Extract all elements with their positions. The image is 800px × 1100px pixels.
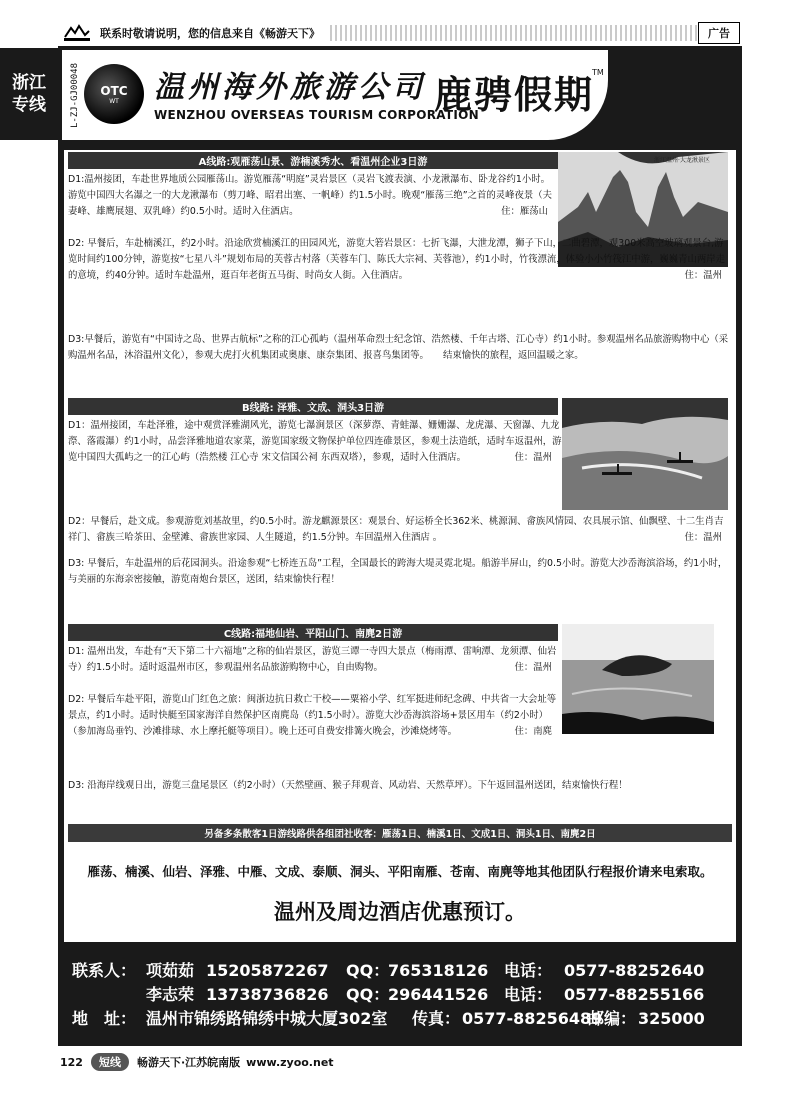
route-c-title: C线路:福地仙岩、平阳山门、南麂2日游	[68, 624, 558, 641]
publication-logo-icon	[60, 21, 94, 45]
otc-logo-icon	[84, 64, 144, 124]
route-b-title: B线路: 泽雅、文成、洞头3日游	[68, 398, 558, 415]
route-c-day2	[68, 692, 562, 740]
address-value: 温州市锦绣路锦绣中城大厦302室	[146, 1009, 388, 1028]
route-c-day3	[68, 778, 732, 794]
route-a-day1-stay: 住：雁荡山	[501, 206, 548, 217]
contact-name-1: 项茹茹	[146, 961, 195, 980]
route-c-day1-text: D1: 温州出发，车赴有“天下第二十六福地”之称的仙岩景区，游览三谭一寺四大景点（梅雨潭、雷响潭、龙须潭、仙岩寺）约1.5小时。适时返温州市区，参观温州名品旅游购物中心，自由购物。	[68, 646, 557, 673]
decorative-fade	[330, 25, 698, 41]
route-b-photo	[562, 398, 728, 510]
contact-mobile-2: 13738736826	[206, 985, 329, 1004]
page-footer	[60, 1052, 740, 1072]
zip-label: 邮编：	[588, 1009, 637, 1028]
contact-tel-1: 0577-88252640	[564, 961, 705, 980]
route-a-day2	[68, 236, 732, 284]
company-name-cn: 温州海外旅游公司	[154, 70, 426, 105]
route-c-day1-stay: 住：温州	[514, 662, 552, 673]
route-a-photo-caption: 浙江温州·大龙湫景区	[654, 157, 710, 164]
company-header	[62, 50, 608, 140]
section-pill: 短线	[91, 1053, 129, 1071]
trademark: TM	[592, 68, 604, 77]
route-b-day2-stay: 住：温州	[684, 532, 722, 543]
ad-tag: 广告	[698, 22, 740, 44]
route-a-day2-text: D2: 早餐后，车赴楠溪江，约2小时。沿途欣赏楠溪江的田园风光，游览大箬岩景区：七折飞瀑，大泄龙潭，狮子下山，二曲碧潭，观300米高空玻璃观景台,游览时间约100分钟，游览按“七星八斗”规划布局的芙蓉古村落（芙蓉车门、陈氏大宗祠、芙蓉池），约1小时，竹筏漂流，体验小小竹筏江中游，巍巍青山两岸走的意境，约40分钟。适时车赴温州，逛百年老街五马街、时尚女人街。入住酒店。	[68, 238, 726, 281]
contact-row-2	[72, 982, 704, 1005]
contact-notice: 联系时敬请说明，您的信息来自《畅游天下》	[100, 27, 320, 40]
fax-label: 传真：	[412, 1009, 461, 1028]
address-label: 地 址：	[72, 1009, 137, 1028]
route-b-day3-text: D3: 早餐后，车赴温州的后花园洞头。沿途参观“七桥连五岛”工程，全国最长的跨海大堤灵霓北堤。船游半屏山，约0.5小时。游览大沙岙海滨浴场，约1小时，与美丽的东海亲密接触，游览南炮台景区，送团，结束愉快行程！	[68, 558, 728, 585]
route-a-title: A线路:观雁荡山景、游楠溪秀水、看温州企业3日游	[68, 152, 558, 169]
contact-row-1	[72, 958, 704, 981]
tel-label-2: 电话：	[504, 985, 553, 1004]
brand-name: 鹿骋假期	[434, 72, 595, 117]
contact-qq-2: 296441526	[388, 985, 489, 1004]
qq-label-1: QQ：	[346, 961, 390, 980]
route-b-day1-stay: 住：温州	[514, 452, 552, 463]
publication-name: 畅游天下·江苏皖南版	[136, 1056, 241, 1069]
contact-qq-1: 765318126	[388, 961, 489, 980]
side-tab-line1: 浙江	[12, 73, 46, 93]
contact-tel-2: 0577-88255166	[564, 985, 705, 1004]
section-side-tab	[0, 48, 58, 140]
route-c-day3-text: D3: 沿海岸线观日出，游览三盘尾景区（约2小时）（天然壁画、猴子拜观音、风动岩、天然草坪）。下午返回温州送团，结束愉快行程！	[68, 780, 628, 791]
side-tab-line2: 专线	[12, 95, 46, 115]
ad-frame	[58, 46, 742, 1046]
route-c-day2-text: D2: 早餐后车赴平阳，游览山门红色之旅：闽浙边抗日救亡干校——粟裕小学、红军挺进师纪念碑、中共省一大会址等景点，约1小时。适时快艇至国家海洋自然保护区南麂岛（约1.5小时）。游览大沙岙海滨浴场+景区用车（约2小时）（参加海岛垂钓、沙滩排球、水上摩托艇等项目）。晚上还可自费安排篝火晚会，沙滩烧烤等。	[68, 694, 557, 737]
route-a-day1-text: D1:温州接团，车赴世界地质公园雁荡山。游览雁荡“明庭”灵岩景区（灵岩飞渡表演、小龙湫瀑布、卧龙谷约1小时。游览中国四大名瀑之一的大龙湫瀑布（剪刀峰、昭君出塞、一帆峰）约1.5小时。晚观“雁荡三绝”之首的灵峰夜景（夫妻峰、雄鹰展翅、双乳峰）约0.5小时。适时入住酒店。	[68, 174, 553, 217]
qq-label-2: QQ：	[346, 985, 390, 1004]
tel-label-1: 电话：	[504, 961, 553, 980]
logo-text: OTC	[100, 83, 128, 98]
fax-value: 0577-88256489	[462, 1009, 603, 1028]
route-a-day1	[68, 172, 558, 220]
content-area	[64, 150, 736, 942]
company-name-en: WENZHOU OVERSEAS TOURISM CORPORATION	[154, 108, 480, 122]
route-b-day2-text: D2：早餐后，赴文成。参观游览刘基故里，约0.5小时。游龙麒源景区：观景台、好运桥全长362米、桃源洞、畲族风情园、农具展示馆、仙飘壁、十二生肖吉祥门、畲族三哈茶田、金壁滩、畲族世家园、人生隧道，约1.5分钟。车回温州入住酒店 。	[68, 516, 724, 543]
contact-name-2: 李志荣	[146, 985, 195, 1004]
route-b-day1	[68, 418, 562, 466]
contact-row-address	[72, 1006, 705, 1029]
website-url: www.zyoo.net	[246, 1055, 334, 1069]
route-b-day2	[68, 514, 732, 546]
page-number: 122	[60, 1055, 83, 1069]
zip-value: 325000	[638, 1009, 705, 1028]
route-c-photo	[562, 624, 714, 734]
route-b-day3	[68, 556, 732, 588]
license-code: L-ZJ-GJ00048	[70, 62, 80, 128]
top-notice-bar	[60, 20, 740, 46]
hotel-booking-text: 温州及周边酒店优惠预订。	[274, 899, 526, 924]
route-c-day1	[68, 644, 562, 676]
route-a-day3-text: D3:早餐后，游览有“中国诗之岛、世界古航标”之称的江心孤屿（温州革命烈士纪念馆、浩然楼、千年古塔、江心寺）约1小时。参观温州名品旅游购物中心（采购温州名品，沐浴温州文化），参观大虎打火机集团或奥康、康奈集团、报喜鸟集团等。 结束愉快的旅程，返回温暖之家。	[68, 334, 729, 361]
extra-routes-bar: 另备多条散客1日游线路供各组团社收客：雁荡1日、楠溪1日、文成1日、洞头1日、南麂2日	[68, 824, 732, 842]
more-routes-text: 雁荡、楠溪、仙岩、泽雅、中雁、文成、泰顺、洞头、平阳南雁、苍南、南麂等地其他团队行程报价请来电索取。	[87, 864, 713, 879]
contact-label: 联系人：	[72, 961, 137, 980]
route-b-day1-text: D1：温州接团，车赴泽雅，途中观赏泽雅湖风光，游览七瀑涧景区（深萝漈、青蛙瀑、姗姗瀑、龙虎瀑、天窗瀑、九龙漈、落霞瀑）约1小时，品尝泽雅地道农家菜，游览国家级文物保护单位四连碓景区，参观土法造纸，适时车返温州，游览中国四大孤屿之一的江心屿（浩然楼 江心寺 宋文信国公祠 东西双塔），参观，适时入住酒店。	[68, 420, 562, 463]
route-a-day3	[68, 332, 732, 364]
route-c-day2-stay: 住：南麂	[514, 726, 552, 737]
logo-sub: WT	[109, 97, 119, 105]
route-a-day2-stay: 住：温州	[684, 270, 722, 281]
contact-mobile-1: 15205872267	[206, 961, 329, 980]
